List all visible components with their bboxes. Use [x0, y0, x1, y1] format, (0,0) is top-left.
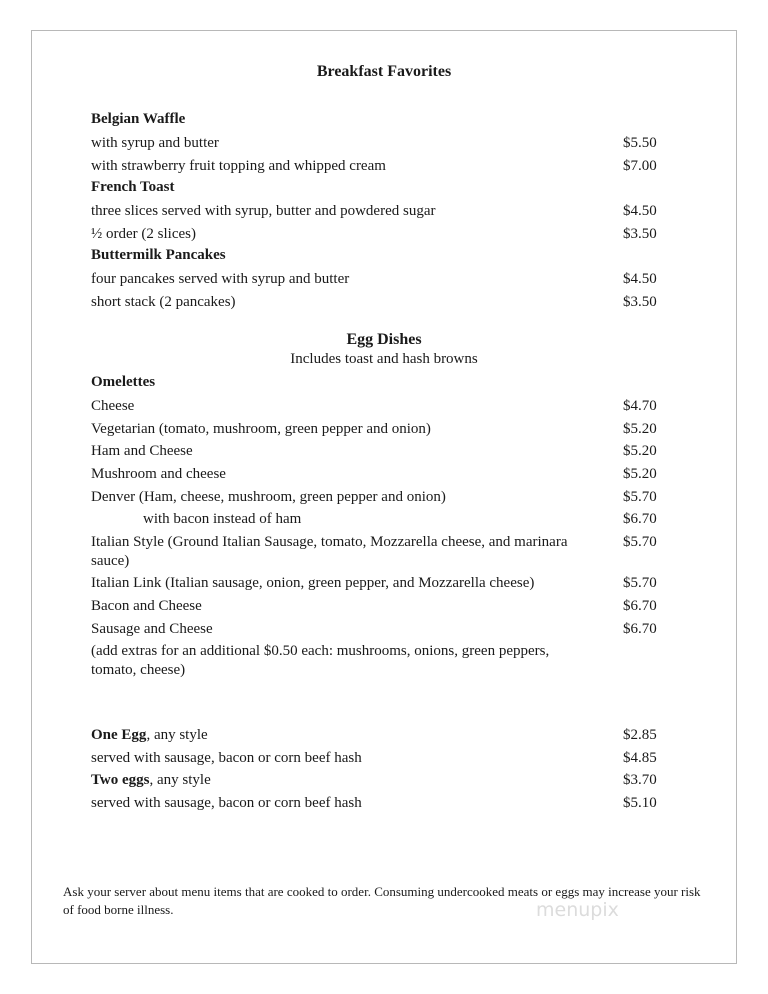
item-description	[91, 771, 611, 790]
egg-dishes-subtitle: Includes toast and hash browns	[290, 351, 478, 367]
item-price: $5.70	[623, 489, 657, 505]
item-description: Vegetarian (tomato, mushroom, green pepper and onion)	[91, 421, 431, 437]
egg-dishes-title: Egg Dishes	[346, 331, 422, 348]
item-price: $6.70	[623, 621, 657, 637]
item-detail: , any style	[146, 727, 208, 743]
item-description: with strawberry fruit topping and whipped cream	[91, 158, 386, 174]
item-description: ½ order (2 slices)	[91, 226, 196, 242]
item-description: with bacon instead of ham	[143, 511, 302, 527]
item-description: Italian Link (Italian sausage, onion, green pepper, and Mozzarella cheese)	[91, 575, 535, 591]
omelettes-heading: Omelettes	[91, 374, 156, 390]
item-price: $4.70	[623, 398, 657, 414]
item-description: Italian Style (Ground Italian Sausage, tomato, Mozzarella cheese, and marinara sauce)	[91, 534, 568, 569]
item-description: Ham and Cheese	[91, 443, 193, 459]
item-price: $5.70	[623, 575, 657, 591]
item-price: $5.20	[623, 443, 657, 459]
item-description: served with sausage, bacon or corn beef hash	[91, 795, 362, 811]
item-description: three slices served with syrup, butter and powdered sugar	[91, 203, 436, 219]
item-price: $5.50	[623, 135, 657, 151]
breakfast-favorites-title: Breakfast Favorites	[316, 63, 452, 80]
buttermilk-pancakes-heading: Buttermilk Pancakes	[91, 247, 226, 263]
item-price: $4.50	[623, 203, 657, 219]
menupix-watermark: menupix	[536, 899, 619, 921]
item-price: $4.50	[623, 271, 657, 287]
item-description: short stack (2 pancakes)	[91, 294, 236, 310]
item-price: $5.10	[623, 795, 657, 811]
item-price: $4.85	[623, 750, 657, 766]
item-description: Bacon and Cheese	[91, 598, 202, 614]
item-price: $3.50	[623, 226, 657, 242]
item-description: with syrup and butter	[91, 135, 219, 151]
item-description: Denver (Ham, cheese, mushroom, green pepper and onion)	[91, 489, 446, 505]
item-price: $6.70	[623, 598, 657, 614]
item-price: $5.20	[623, 421, 657, 437]
item-price: $5.70	[623, 534, 657, 550]
item-price: $7.00	[623, 158, 657, 174]
item-description: served with sausage, bacon or corn beef hash	[91, 750, 362, 766]
item-description	[91, 726, 611, 745]
item-price: $3.50	[623, 294, 657, 310]
item-description: Cheese	[91, 398, 135, 414]
item-name: One Egg	[91, 727, 147, 743]
belgian-waffle-heading: Belgian Waffle	[91, 111, 186, 127]
item-name: Two eggs	[91, 772, 150, 788]
item-price: $2.85	[623, 727, 657, 743]
item-description: Sausage and Cheese	[91, 621, 213, 637]
french-toast-heading: French Toast	[91, 179, 175, 195]
item-price: $6.70	[623, 511, 657, 527]
item-description: Mushroom and cheese	[91, 466, 226, 482]
food-safety-disclaimer: Ask your server about menu items that are cooked to order. Consuming undercooked meats or eggs may increase your risk of food borne illness.	[63, 884, 701, 917]
extras-note: (add extras for an additional $0.50 each: mushrooms, onions, green peppers, tomato, cheese)	[91, 643, 550, 678]
item-price: $3.70	[623, 772, 657, 788]
item-detail: , any style	[149, 772, 211, 788]
item-price: $5.20	[623, 466, 657, 482]
item-description: four pancakes served with syrup and butter	[91, 271, 350, 287]
